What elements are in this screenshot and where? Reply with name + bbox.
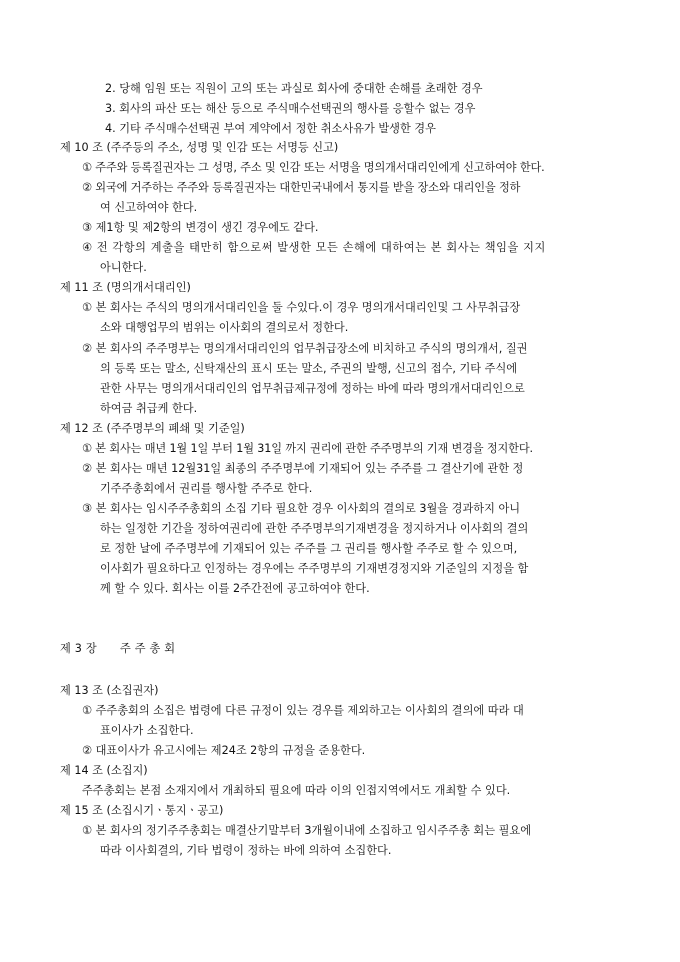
article-10-para-1: ① 주주와 등록질권자는 그 성명, 주소 및 인감 또는 서명을 명의개서대리인에게 신고하여야 한다. xyxy=(82,161,545,174)
chapter-3-title: 주 주 총 회 xyxy=(120,642,176,655)
article-10-para-2-cont: 여 신고하여야 한다. xyxy=(100,201,198,214)
article-14-para-1: 주주총회는 본점 소재지에서 개최하되 필요에 따라 이의 인접지역에서도 개최할 수 있다. xyxy=(82,784,511,797)
item-4: 4. 기타 주식매수선택권 부여 계약에서 정한 취소사유가 발생한 경우 xyxy=(105,122,436,135)
article-11-heading: 제 11 조 (명의개서대리인) xyxy=(60,281,191,294)
article-10-para-4-cont: 아니한다. xyxy=(100,261,147,274)
article-11-para-2-cont-2: 관한 사무는 명의개서대리인의 업무취급제규정에 정하는 바에 따라 명의개서대리인으로 xyxy=(100,382,525,395)
article-11-para-2-cont-3: 하여금 취급케 한다. xyxy=(100,402,198,415)
article-10-para-3: ③ 제1항 및 제2항의 변경이 생긴 경우에도 같다. xyxy=(82,221,319,234)
item-2: 2. 당해 임원 또는 직원이 고의 또는 과실로 회사에 중대한 손해를 초래한 경우 xyxy=(105,82,483,95)
article-12-para-3-cont-4: 께 할 수 있다. 회사는 이를 2주간전에 공고하여야 한다. xyxy=(100,582,370,595)
article-10-heading: 제 10 조 (주주등의 주소, 성명 및 인감 또는 서명등 신고) xyxy=(60,141,339,154)
article-12-para-1: ① 본 회사는 매년 1월 1일 부터 1월 31일 까지 권리에 관한 주주명부의 기재 변경을 정지한다. xyxy=(82,442,533,455)
article-13-para-2: ② 대표이사가 유고시에는 제24조 2항의 규정을 준용한다. xyxy=(82,744,366,757)
article-12-para-2-cont: 기주주총회에서 권리를 행사할 주주로 한다. xyxy=(100,482,313,495)
article-12-para-2: ② 본 회사는 매년 12월31일 최종의 주주명부에 기재되어 있는 주주를 그 결산기에 관한 정 xyxy=(82,462,524,475)
article-12-para-3: ③ 본 회사는 임시주주총회의 소집 기타 필요한 경우 이사회의 결의로 3월을 경과하지 아니 xyxy=(82,502,521,515)
item-3: 3. 회사의 파산 또는 해산 등으로 주식매수선택권의 행사를 응할수 없는 경우 xyxy=(105,102,476,115)
article-13-para-1-cont: 표이사가 소집한다. xyxy=(100,724,194,737)
article-15-heading: 제 15 조 (소집시기ㆍ통지ㆍ공고) xyxy=(60,804,224,817)
article-11-para-1: ① 본 회사는 주식의 명의개서대리인을 둘 수있다.이 경우 명의개서대리인및 그 사무취급장 xyxy=(82,301,521,314)
article-11-para-2: ② 본 회사의 주주명부는 명의개서대리인의 업무취급장소에 비치하고 주식의 명의개서, 질권 xyxy=(82,342,528,355)
article-15-para-1: ① 본 회사의 정기주주총회는 매결산기말부터 3개월이내에 소집하고 임시주주총 회는 필요에 xyxy=(82,824,532,837)
article-12-para-3-cont-2: 로 정한 날에 주주명부에 기재되어 있는 주주를 그 권리를 행사할 주주로 할 수 있으며, xyxy=(100,542,518,555)
article-13-heading: 제 13 조 (소집권자) xyxy=(60,684,159,697)
article-14-heading: 제 14 조 (소집지) xyxy=(60,764,148,777)
article-12-heading: 제 12 조 (주주명부의 폐쇄 및 기준일) xyxy=(60,422,245,435)
article-15-para-1-cont: 따라 이사회결의, 기타 법령이 정하는 바에 의하여 소집한다. xyxy=(100,844,392,857)
article-10-para-4: ④ 전 각항의 계출을 태만히 함으로써 발생한 모든 손해에 대하여는 본 회사는 책임을 지지 xyxy=(82,241,546,254)
article-12-para-3-cont-3: 이사회가 필요하다고 인정하는 경우에는 주주명부의 기재변경정지와 기준일의 지정을 함 xyxy=(100,562,529,575)
article-11-para-2-cont-1: 의 등록 또는 말소, 신탁재산의 표시 또는 말소, 주권의 발행, 신고의 접수, 기타 주식에 xyxy=(100,362,518,375)
article-11-para-1-cont: 소와 대행업무의 범위는 이사회의 결의로서 정한다. xyxy=(100,321,349,334)
article-12-para-3-cont-1: 하는 일정한 기간을 정하여권리에 관한 주주명부의기재변경을 정지하거나 이사회의 결의 xyxy=(100,522,529,535)
article-13-para-1: ① 주주총회의 소집은 법령에 다른 규정이 있는 경우를 제외하고는 이사회의 결의에 따라 대 xyxy=(82,704,524,717)
chapter-3-number: 제 3 장 xyxy=(60,642,97,655)
article-10-para-2: ② 외국에 거주하는 주주와 등록질권자는 대한민국내에서 통지를 받을 장소와 대리인을 정하 xyxy=(82,181,521,194)
